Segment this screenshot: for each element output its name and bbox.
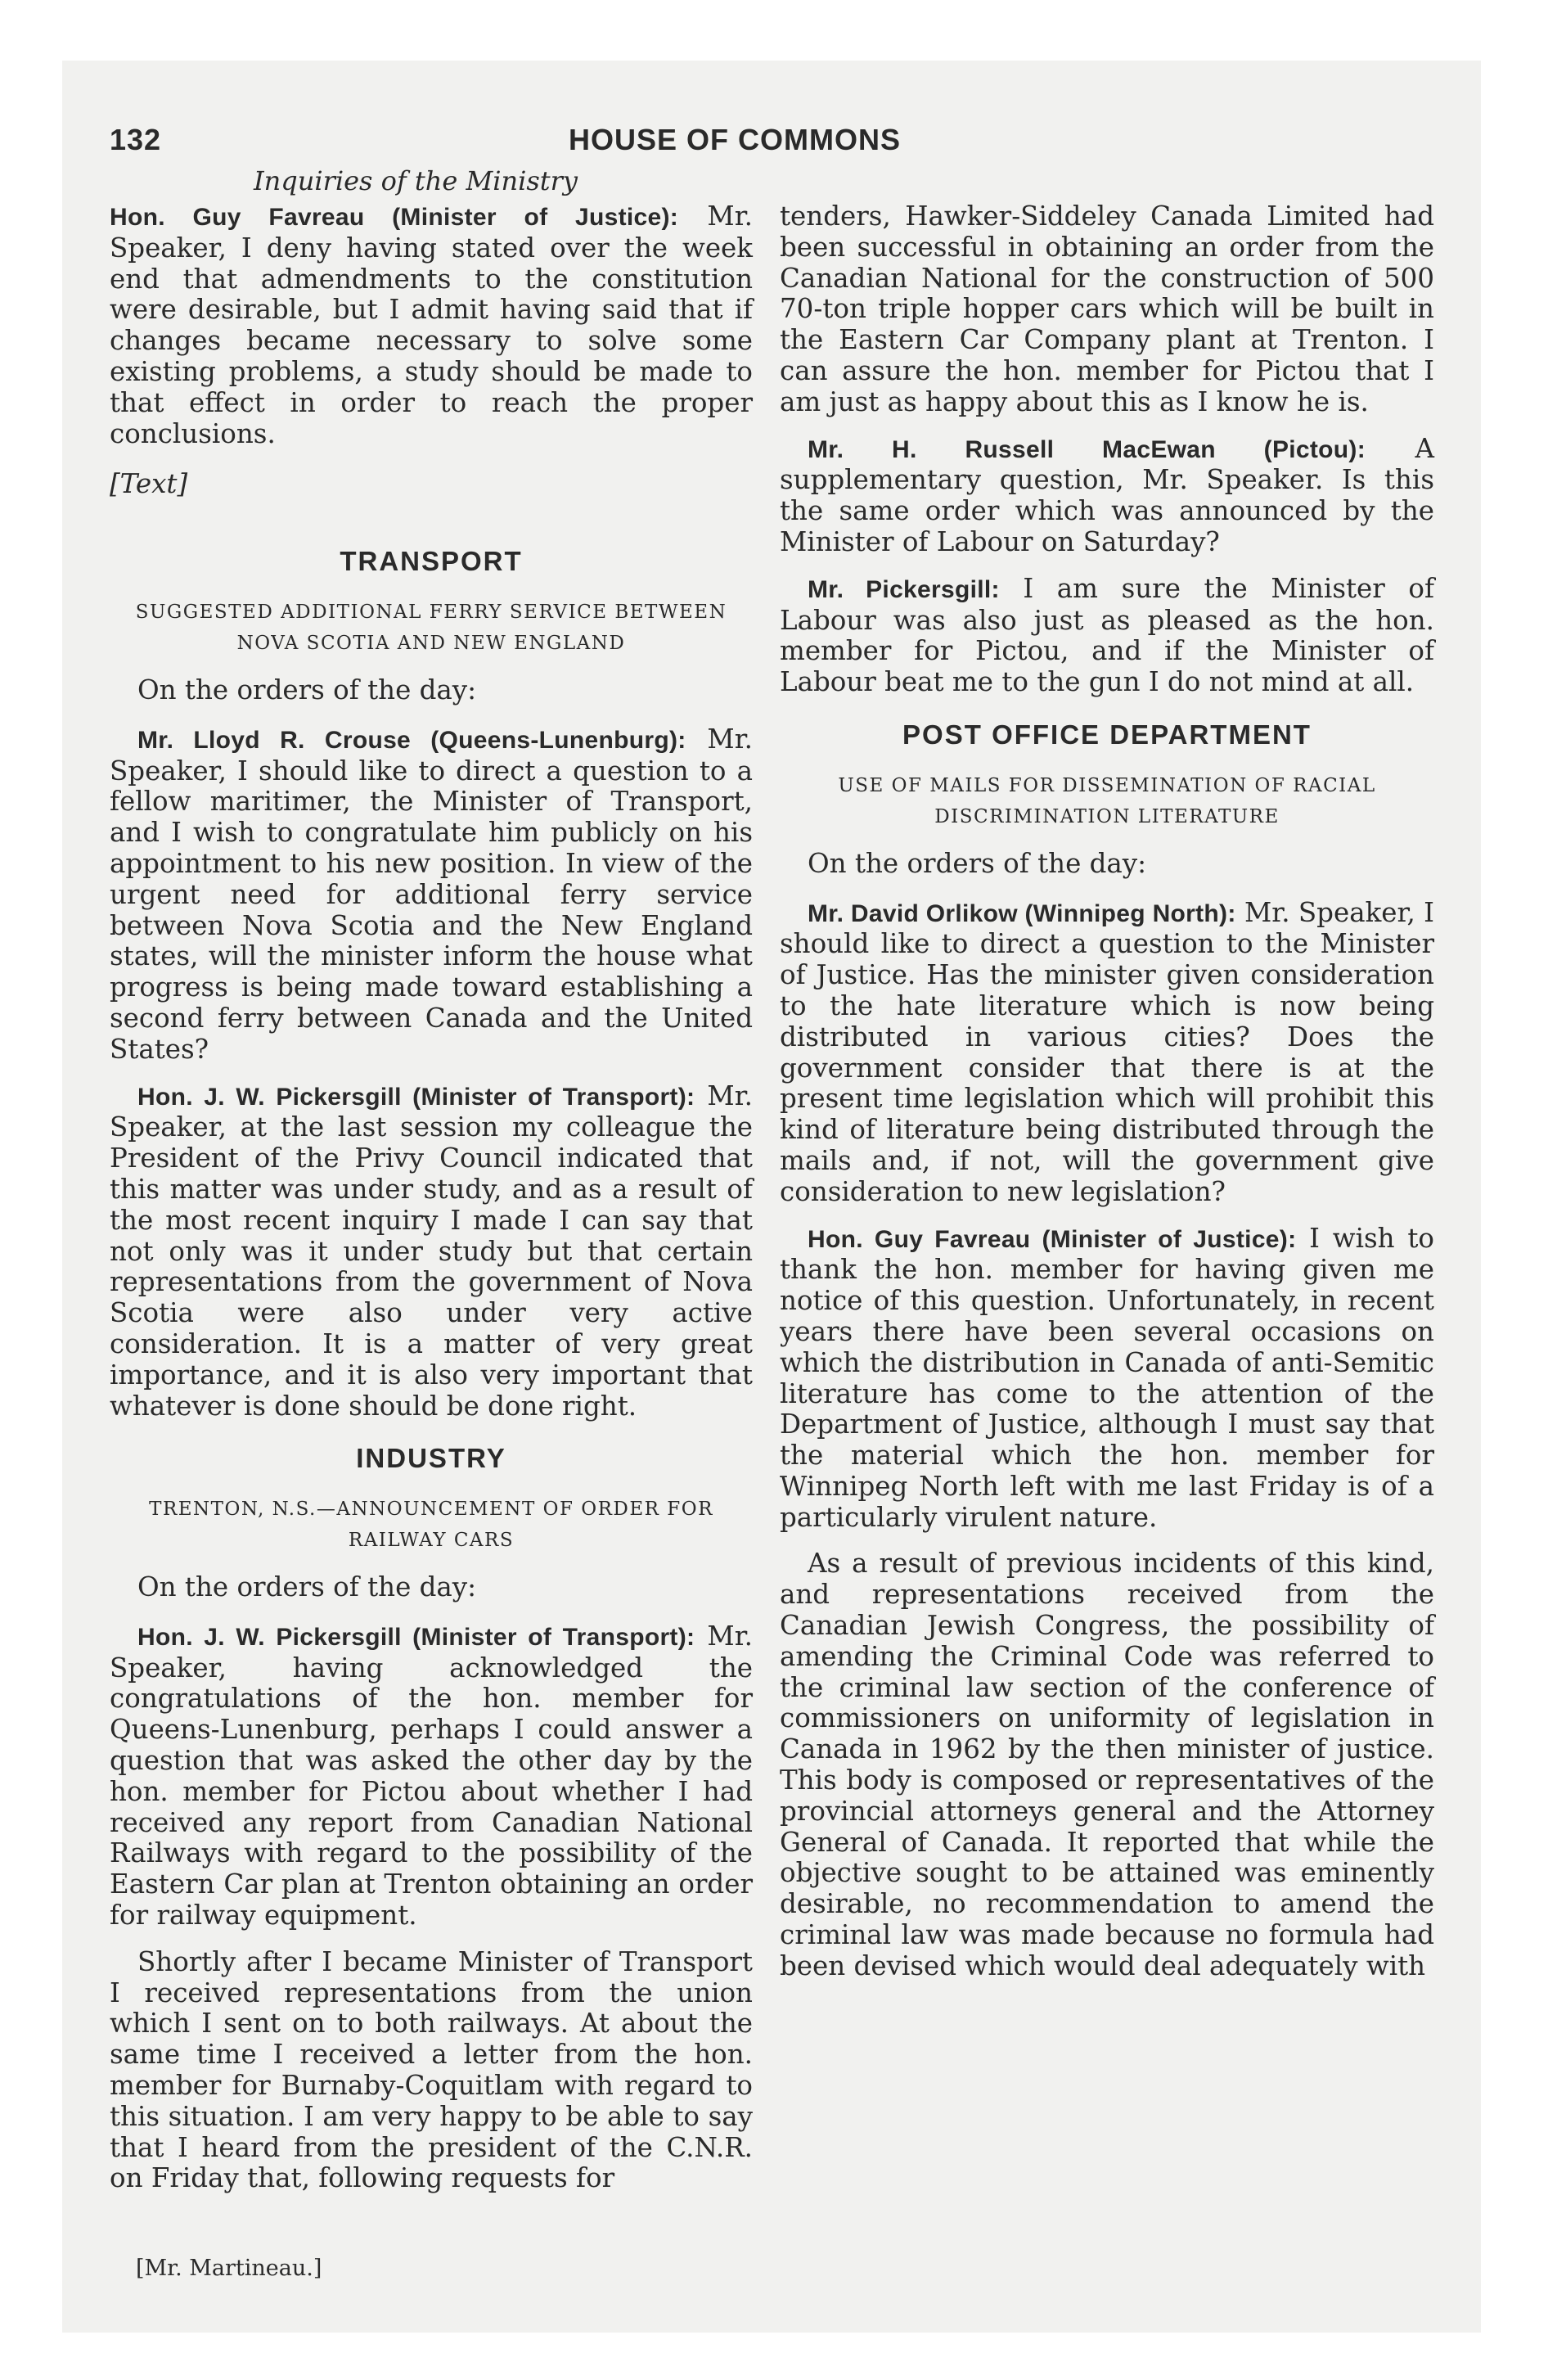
speaker-name: Mr. Pickersgill: (808, 575, 1000, 603)
speaker-name: Mr. David Orlikow (Winnipeg North): (808, 899, 1236, 927)
speaker-name: Mr. H. Russell MacEwan (Pictou): (808, 435, 1366, 463)
section-subtitle: SUGGESTED ADDITIONAL FERRY SERVICE BETWEEN NOVA SCOTIA AND NEW ENGLAND (135, 601, 727, 654)
paragraph (110, 201, 753, 449)
paragraph (110, 724, 753, 1066)
paragraph-text: A supplementary question, Mr. Speaker. Is this the same order which was announced by the Minister of Labour on Saturday? (780, 432, 1434, 557)
page-number: 132 (110, 123, 162, 156)
left-column (110, 201, 753, 2210)
speaker-name: Hon. Guy Favreau (Minister of Justice): (110, 204, 679, 231)
right-column (780, 201, 1434, 1998)
page-subhead: Inquiries of the Ministry (254, 165, 578, 196)
paragraph-text: tenders, Hawker-Siddeley Canada Limited had been successful in obtaining an order from the Canadian National for the construction of 500 70-ton triple hopper cars which will be built in the Eastern Car Company plant at Trenton. I can assure the hon. member for Pictou that I am just as happy about this as I know he is. (780, 201, 1434, 417)
paragraph (110, 1621, 753, 1931)
paragraph (780, 574, 1434, 698)
orders-of-day: On the orders of the day: (137, 1571, 477, 1603)
section-title-transport: TRANSPORT (340, 546, 523, 577)
orders-of-day: On the orders of the day: (808, 847, 1147, 879)
language-marker: [Text] (110, 468, 188, 500)
running-head: HOUSE OF COMMONS (569, 123, 902, 156)
section-subtitle: USE OF MAILS FOR DISSEMINATION OF RACIAL DISCRIMINATION LITERATURE (838, 774, 1376, 827)
paragraph-text: Mr. Speaker, at the last session my colleague the President of the Privy Council indicated that this matter was under study, and as a result of the most recent inquiry I made I can say that not only was it under study but that certain representations from the government of Nova Scotia were also under very active consideration. It is a matter of very great importance, and it is also very important that whatever is done should be done right. (110, 1080, 753, 1422)
paragraph-text: Mr. Speaker, I should like to direct a question to the Minister of Justice. Has the minister given consideration to the hate literature which is now being distributed in various cities? Does the government consider that there is at the present time legislation which will prohibit this kind of literature being distributed through the mails and, if not, will the government give consideration to new legislation? (780, 896, 1435, 1207)
paragraph-text: As a result of previous incidents of this kind, and representations received from the Canadian Jewish Congress, the possibility of amending the Criminal Code was referred to the criminal law section of the conference of commissioners on uniformity of legislation in Canada in 1962 by the then minister of justice. This body is composed or representatives of the provincial attorneys general and the Attorney General of Canada. It reported that while the objective sought to be attained was eminently desirable, no recommendation to amend the criminal law was made because no formula had been devised which would deal adequately with (780, 1548, 1434, 1981)
section-subtitle: TRENTON, N.S.—ANNOUNCEMENT OF ORDER FOR RAILWAY CARS (149, 1499, 713, 1552)
speaker-name: Mr. Lloyd R. Crouse (Queens-Lunenburg): (137, 726, 686, 754)
section-title-industry: INDUSTRY (356, 1443, 506, 1474)
paragraph-text: Mr. Speaker, having acknowledged the congratulations of the hon. member for Queens-Lunenburg, perhaps I could answer a question that was asked the other day by the hon. member for Pictou about whether I had received any report from Canadian National Railways with regard to the possibility of the Eastern Car plan at Trenton obtaining an order for railway equipment. (110, 1620, 753, 1931)
paragraph-text: I wish to thank the hon. member for having given me notice of this question. Unfortunately, in recent years there have been several occasions on which the distribution in Canada of anti-Semitic literature has come to the attention of the Department of Justice, although I must say that the material which the hon. member for Winnipeg North left with me last Friday is of a particularly virulent nature. (780, 1222, 1434, 1533)
footer-note: [Mr. Martineau.] (136, 2256, 322, 2281)
paragraph-text: Mr. Speaker, I should like to direct a question to a fellow maritimer, the Minister of Transport, and I wish to congratulate him publicly on his appointment to his new position. In view of the urgent need for additional ferry service between Nova Scotia and the New England states, will the minister inform the house what progress is being made toward establishing a second ferry between Canada and the United States? (110, 723, 754, 1065)
paragraph-text: Shortly after I became Minister of Transport I received representations from the union which I sent on to both railways. At about the same time I received a letter from the hon. member for Burnaby-Coquitlam with regard to this situation. I am very happy to be able to say that I heard from the president of the C.N.R. on Friday that, following requests for (110, 1945, 753, 2194)
speaker-name: Hon. J. W. Pickersgill (Minister of Transport): (137, 1623, 695, 1651)
speaker-name: Hon. Guy Favreau (Minister of Justice): (808, 1225, 1297, 1253)
paragraph-text: I am sure the Minister of Labour was also just as pleased as the hon. member for Pictou, and if the Minister of Labour beat me to the gun I do not mind at all. (780, 572, 1434, 698)
speaker-name: Hon. J. W. Pickersgill (Minister of Transport): (137, 1083, 695, 1111)
orders-of-day: On the orders of the day: (137, 674, 477, 705)
section-title-post-office: POST OFFICE DEPARTMENT (902, 719, 1312, 750)
paragraph (110, 1081, 753, 1422)
paragraph (780, 434, 1434, 558)
paragraph (780, 1224, 1434, 1534)
paragraph-text: Mr. Speaker, I deny having stated over the week end that admendments to the constitution were desirable, but I admit having said that if changes became necessary to solve some existing problems, a study should be made to that effect in order to reach the proper conclusions. (110, 201, 753, 449)
paragraph (780, 898, 1434, 1208)
